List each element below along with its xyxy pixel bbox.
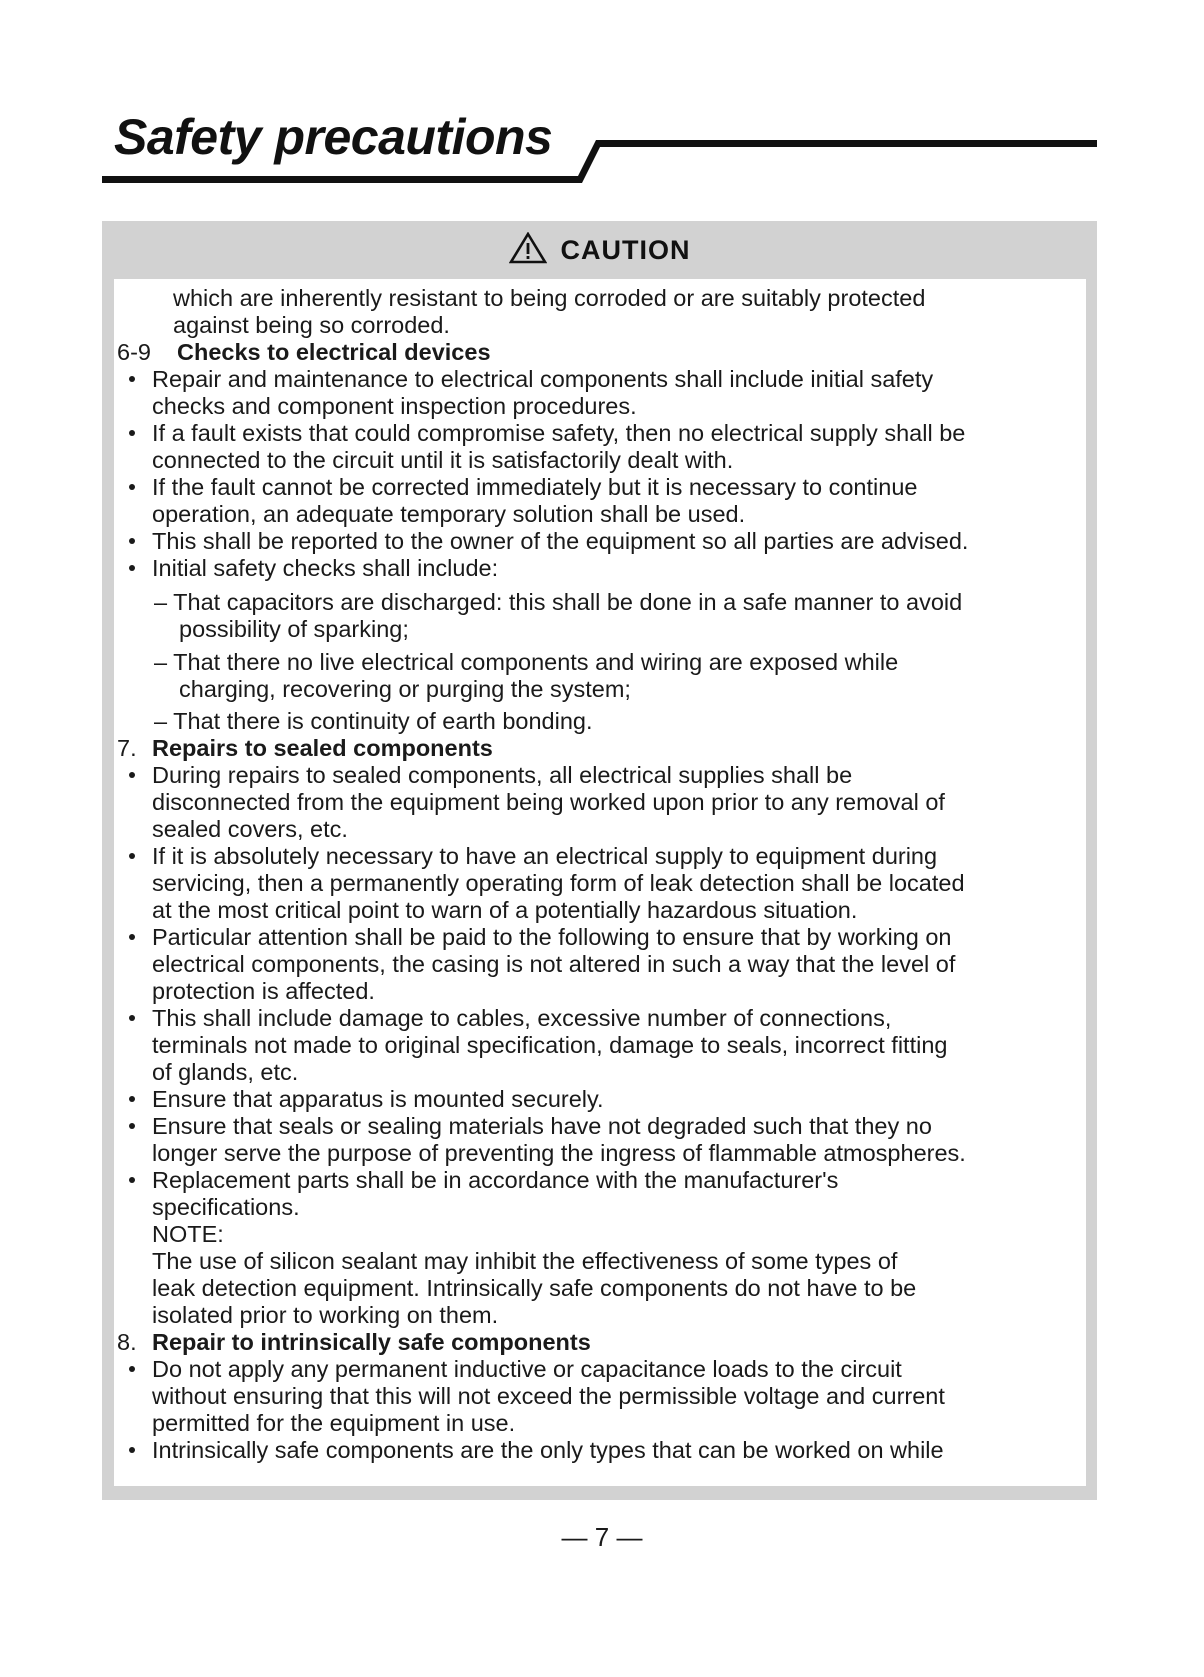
- bullet-icon: [129, 1096, 135, 1102]
- page-title: Safety precautions: [114, 109, 553, 165]
- paragraph-line: terminals not made to original specification, damage to seals, incorrect fitting: [152, 1032, 948, 1058]
- section-number: 7.: [117, 735, 137, 761]
- bullet-icon: [129, 484, 135, 490]
- note-label: NOTE:: [152, 1221, 224, 1247]
- paragraph-line: sealed covers, etc.: [152, 816, 348, 842]
- paragraph-line: without ensuring that this will not exceed the permissible voltage and current: [152, 1383, 945, 1409]
- bullet-line: This shall be reported to the owner of the equipment so all parties are advised.: [152, 528, 969, 554]
- section-number: 6-9: [117, 339, 151, 365]
- paragraph-line: at the most critical point to warn of a potentially hazardous situation.: [152, 897, 858, 923]
- caution-box: [102, 221, 1097, 1500]
- bullet-line: If the fault cannot be corrected immediately but it is necessary to continue: [152, 474, 918, 500]
- bullet-icon: [129, 538, 135, 544]
- section-heading: Repair to intrinsically safe components: [152, 1329, 591, 1355]
- caution-content: [114, 279, 1086, 1486]
- bullet-line: During repairs to sealed components, all electrical supplies shall be: [152, 762, 853, 788]
- bullet-line: Intrinsically safe components are the only types that can be worked on while: [152, 1437, 944, 1463]
- bullet-icon: [129, 853, 135, 859]
- bullet-icon: [129, 934, 135, 940]
- bullet-line: Repair and maintenance to electrical components shall include initial safety: [152, 366, 934, 392]
- note-line: The use of silicon sealant may inhibit the effectiveness of some types of: [152, 1248, 898, 1274]
- bullet-icon: [129, 1366, 135, 1372]
- dash-line: – That there no live electrical components and wiring are exposed while: [154, 649, 899, 675]
- page-number: — 7 —: [561, 1522, 643, 1552]
- paragraph-line: disconnected from the equipment being worked upon prior to any removal of: [152, 789, 945, 815]
- dash-line: – That there is continuity of earth bonding.: [154, 708, 593, 734]
- paragraph-line: protection is affected.: [152, 978, 375, 1004]
- bullet-line: If a fault exists that could compromise safety, then no electrical supply shall be: [152, 420, 966, 446]
- bullet-icon: [129, 1177, 135, 1183]
- bullet-line: If it is absolutely necessary to have an electrical supply to equipment during: [152, 843, 938, 869]
- section-number: 8.: [117, 1329, 137, 1355]
- bullet-line: Replacement parts shall be in accordance with the manufacturer's: [152, 1167, 839, 1193]
- bullet-line: This shall include damage to cables, excessive number of connections,: [152, 1005, 892, 1031]
- warning-triangle-icon: [509, 232, 547, 269]
- paragraph-line: servicing, then a permanently operating form of leak detection shall be located: [152, 870, 965, 896]
- bullet-line: Particular attention shall be paid to the following to ensure that by working on: [152, 924, 952, 950]
- paragraph-line: checks and component inspection procedures.: [152, 393, 637, 419]
- paragraph-line: specifications.: [152, 1194, 300, 1220]
- paragraph-line: possibility of sparking;: [179, 616, 409, 642]
- dash-line: – That capacitors are discharged: this shall be done in a safe manner to avoid: [154, 589, 963, 615]
- paragraph-line: of glands, etc.: [152, 1059, 299, 1085]
- section-heading: Checks to electrical devices: [177, 339, 491, 365]
- bullet-line: Initial safety checks shall include:: [152, 555, 499, 581]
- paragraph-line: electrical components, the casing is not altered in such a way that the level of: [152, 951, 956, 977]
- caution-header: [102, 221, 1097, 279]
- paragraph-line: charging, recovering or purging the system;: [179, 676, 631, 702]
- bullet-line: Ensure that seals or sealing materials have not degraded such that they no: [152, 1113, 932, 1139]
- paragraph-line: longer serve the purpose of preventing the ingress of flammable atmospheres.: [152, 1140, 966, 1166]
- paragraph-line: operation, an adequate temporary solution shall be used.: [152, 501, 746, 527]
- bullet-icon: [129, 1447, 135, 1453]
- paragraph-line: against being so corroded.: [173, 312, 450, 338]
- note-line: isolated prior to working on them.: [152, 1302, 499, 1328]
- paragraph-line: which are inherently resistant to being corroded or are suitably protected: [173, 285, 926, 311]
- bullet-icon: [129, 376, 135, 382]
- bullet-icon: [129, 1015, 135, 1021]
- bullet-line: Do not apply any permanent inductive or capacitance loads to the circuit: [152, 1356, 902, 1382]
- note-line: leak detection equipment. Intrinsically safe components do not have to be: [152, 1275, 917, 1301]
- bullet-icon: [129, 565, 135, 571]
- section-heading: Repairs to sealed components: [152, 735, 493, 761]
- title-underline-rule: [0, 0, 1204, 200]
- bullet-line: Ensure that apparatus is mounted securely.: [152, 1086, 604, 1112]
- paragraph-line: permitted for the equipment in use.: [152, 1410, 516, 1436]
- bullet-icon: [129, 430, 135, 436]
- bullet-icon: [129, 772, 135, 778]
- caution-label: CAUTION: [560, 234, 691, 265]
- bullet-icon: [129, 1123, 135, 1129]
- paragraph-line: connected to the circuit until it is satisfactorily dealt with.: [152, 447, 734, 473]
